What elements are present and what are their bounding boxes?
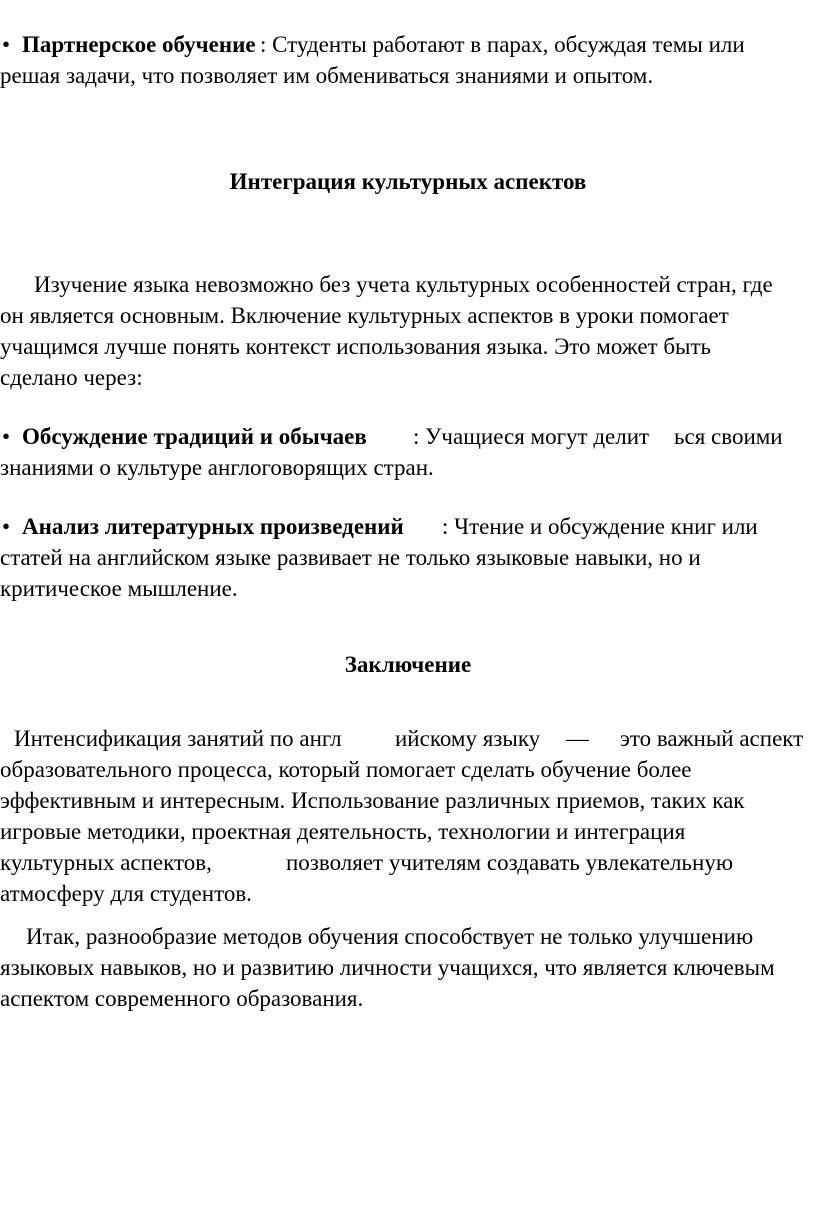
literature-text-cont: критическое мышление. [0,576,238,601]
conclusion-text-part: ийскому языку [395,726,541,751]
partner-learning-text: : Студенты работают в парах, обсуждая темы или [260,32,745,57]
partner-learning-text-cont: решая задачи, что позволяет им обмениваться знаниями и опытом. [0,63,654,88]
section-heading-culture: Интеграция культурных аспектов [229,169,587,194]
conclusion-text-part: это важный аспект [620,726,804,751]
conclusion-paragraph2-line: Итак, разнообразие методов обучения способствует не только улучшению [26,924,754,949]
literature-term: Анализ литературных произведений [22,514,404,539]
traditions-text-cont: знаниями о культуре англоговорящих стран. [0,455,434,480]
partner-learning-term: Партнерское обучение [22,32,256,57]
culture-paragraph-line: Изучение языка невозможно без учета культурных особенностей стран, где [34,272,773,297]
conclusion-paragraph-line: атмосферу для студентов. [0,881,252,906]
conclusion-text-part: позволяет учителям создавать увлекательную [286,850,734,875]
conclusion-paragraph-line: игровые методики, проектная деятельность, технологии и интеграция [0,819,686,844]
literature-text-cont: статей на английском языке развивает не только языковые навыки, но и [0,545,701,570]
traditions-text-tail: ься своими [674,424,783,449]
culture-paragraph-line: он является основным. Включение культурных аспектов в уроки помогает [0,303,729,328]
conclusion-paragraph-line: эффективным и интересным. Использование различных приемов, таких как [0,788,745,813]
conclusion-paragraph-line: образовательного процесса, который помогает сделать обучение более [0,757,692,782]
bullet: • [2,424,11,449]
conclusion-dash: — [566,726,589,751]
conclusion-paragraph2-line: аспектом современного образования. [0,986,364,1011]
culture-paragraph-line: сделано через: [0,365,143,390]
traditions-term: Обсуждение традиций и обычаев [22,424,367,449]
traditions-text: : Учащиеся могут делит [413,424,650,449]
section-heading-conclusion: Заключение [344,652,472,677]
culture-paragraph-line: учащимся лучше понять контекст использования языка. Это может быть [0,334,712,359]
literature-text: : Чтение и обсуждение книг или [442,514,758,539]
bullet: • [2,32,11,57]
bullet: • [2,514,11,539]
conclusion-text-part: Интенсификация занятий по англ [14,726,342,751]
conclusion-paragraph2-line: языковых навыков, но и развитию личности учащихся, что является ключевым [0,955,775,980]
conclusion-text-part: культурных аспектов, [0,850,212,875]
